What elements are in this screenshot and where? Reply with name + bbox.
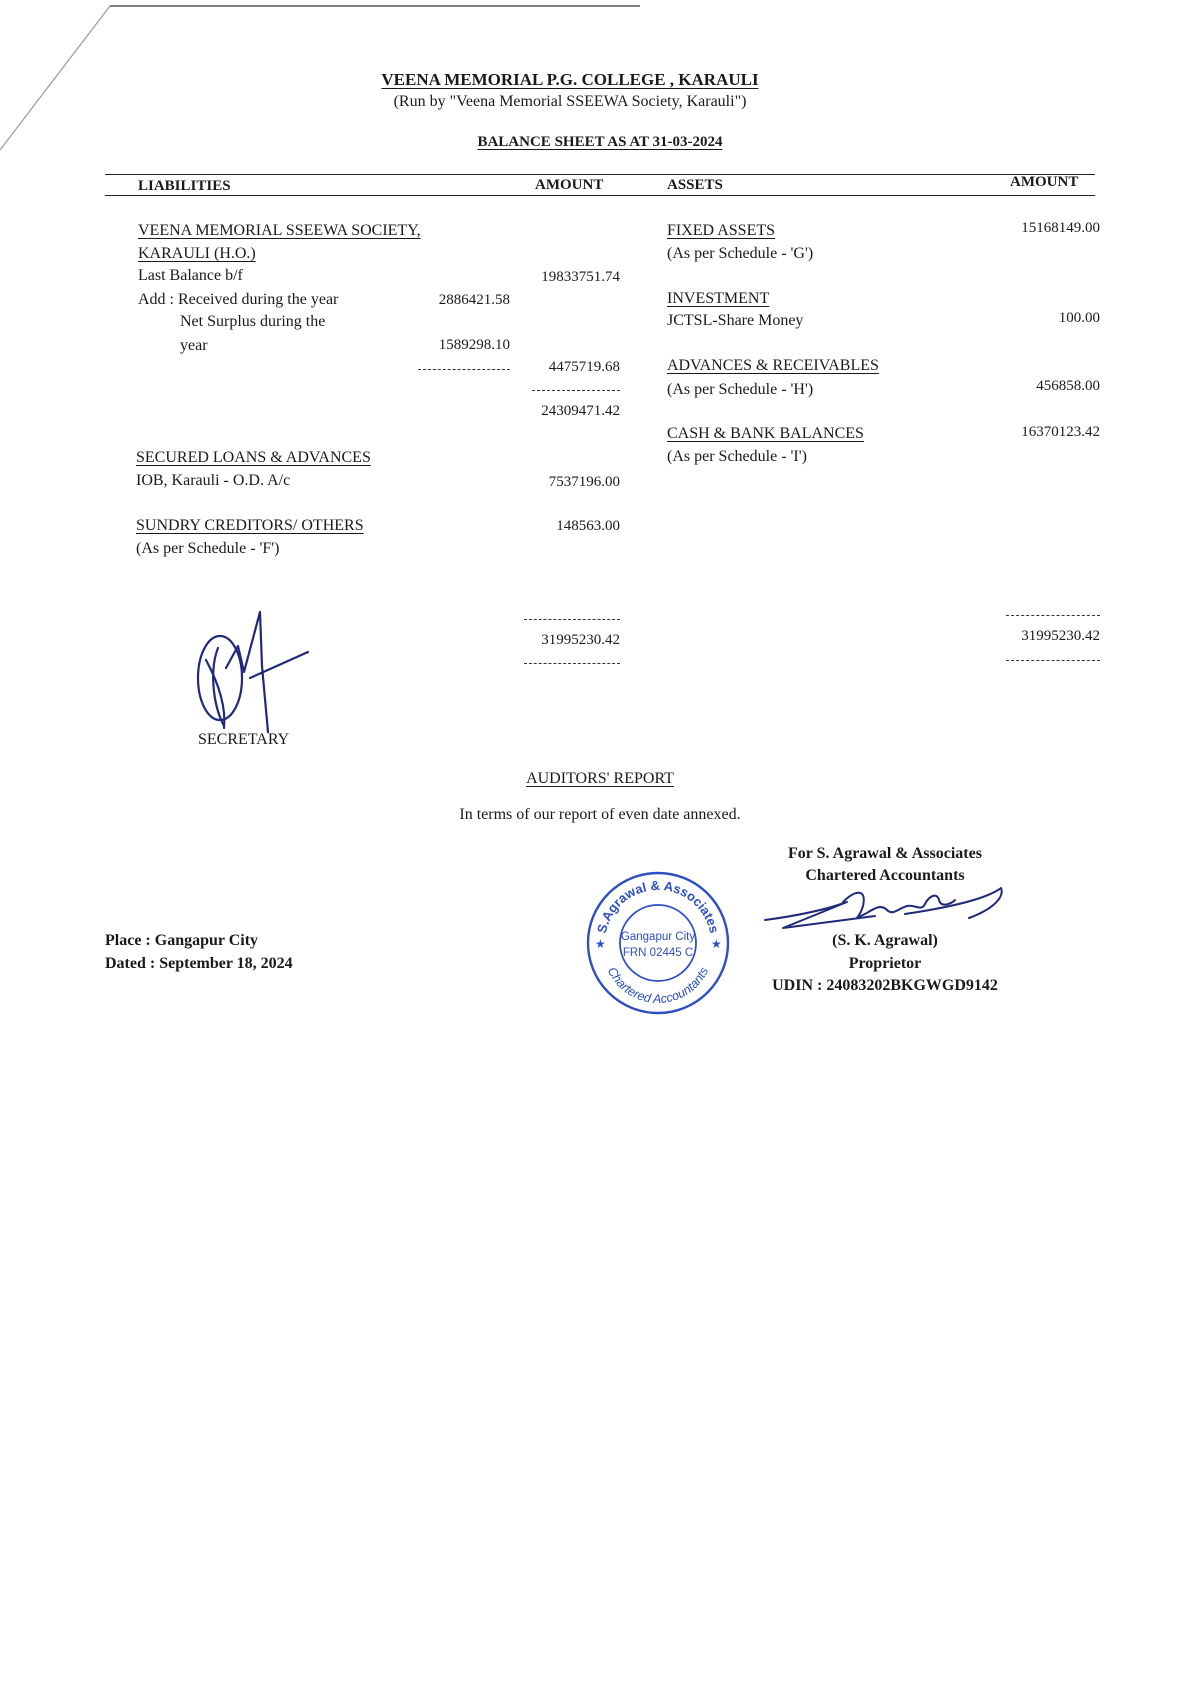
fixed-assets-amount: 15168149.00 xyxy=(1021,220,1100,236)
surplus-amount: 1589298.10 xyxy=(438,337,510,353)
advances-title: ADVANCES & RECEIVABLES xyxy=(667,357,879,374)
cash-bank-title: CASH & BANK BALANCES xyxy=(667,425,864,442)
society-dash-rule xyxy=(532,390,620,391)
last-balance-amount: 19833751.74 xyxy=(541,269,620,285)
stamp-bottom-text: Chartered Accountants xyxy=(604,964,712,1007)
college-name: VEENA MEMORIAL P.G. COLLEGE , KARAULI xyxy=(381,70,759,89)
dated-line: Dated : September 18, 2024 xyxy=(105,955,293,972)
grand-total-right-bottom-rule xyxy=(1006,660,1100,661)
firm-name: For S. Agrawal & Associates xyxy=(788,845,982,862)
auditors-statement: In terms of our report of even date annexed. xyxy=(459,806,741,823)
fixed-assets-schedule: (As per Schedule - 'G') xyxy=(667,245,814,262)
fixed-assets-title: FIXED ASSETS xyxy=(667,222,776,239)
stamp-center-line2: FRN 02445 C xyxy=(622,947,694,959)
society-name-line2: KARAULI (H.O.) xyxy=(138,245,256,262)
stamp-top-text: S.Agrawal & Associates xyxy=(594,877,722,935)
grand-total-left-bottom-rule xyxy=(524,663,620,664)
secretary-label: SECRETARY xyxy=(198,731,290,748)
auditor-signature xyxy=(755,880,1015,940)
advances-amount: 456858.00 xyxy=(1036,378,1100,394)
page-fold-mark xyxy=(0,0,120,160)
investment-title: INVESTMENT xyxy=(667,290,770,307)
grand-total-right: 31995230.42 xyxy=(1021,628,1100,644)
col-amount-left: AMOUNT xyxy=(535,177,604,193)
auditors-report-title: AUDITORS' REPORT xyxy=(526,770,674,787)
secretary-signature xyxy=(190,608,330,738)
place-line: Place : Gangapur City xyxy=(105,932,259,949)
sundry-creditors-schedule: (As per Schedule - 'F') xyxy=(136,540,280,557)
stamp-star-right: ★ xyxy=(711,937,722,951)
secured-loans-label: IOB, Karauli - O.D. A/c xyxy=(136,472,291,489)
header-bottom-rule xyxy=(105,195,1095,196)
last-balance-label: Last Balance b/f xyxy=(138,267,243,284)
stamp-star-left: ★ xyxy=(595,937,606,951)
firm-type: Chartered Accountants xyxy=(805,867,965,884)
received-amount: 2886421.58 xyxy=(438,292,510,308)
stamp-center-line1: Gangapur City xyxy=(620,931,696,943)
society-name-line1: VEENA MEMORIAL SSEEWA SOCIETY, xyxy=(138,222,421,239)
secured-loans-title: SECURED LOANS & ADVANCES xyxy=(136,449,371,466)
auditor-stamp xyxy=(583,868,733,1018)
advances-schedule: (As per Schedule - 'H') xyxy=(667,381,814,398)
col-liabilities: LIABILITIES xyxy=(138,178,231,194)
grand-total-left: 31995230.42 xyxy=(541,632,620,648)
society-total: 24309471.42 xyxy=(541,403,620,419)
investment-amount: 100.00 xyxy=(1058,310,1100,326)
sundry-creditors-amount: 148563.00 xyxy=(556,518,620,534)
auditor-designation: Proprietor xyxy=(848,955,922,972)
auditor-udin: UDIN : 24083202BKGWGD9142 xyxy=(772,977,998,994)
header-top-rule xyxy=(105,174,1095,175)
cash-bank-schedule: (As per Schedule - 'I') xyxy=(667,448,807,465)
received-label: Add : Received during the year xyxy=(138,291,339,308)
auditor-name: (S. K. Agrawal) xyxy=(832,932,938,949)
col-assets: ASSETS xyxy=(667,177,723,193)
surplus-label-2: year xyxy=(180,337,208,354)
investment-label: JCTSL-Share Money xyxy=(667,312,804,329)
surplus-label-1: Net Surplus during the xyxy=(180,313,326,330)
balance-sheet-title: BALANCE SHEET AS AT 31-03-2024 xyxy=(477,134,723,150)
col-amount-right: AMOUNT xyxy=(1010,174,1079,190)
additions-total: 4475719.68 xyxy=(548,359,620,375)
sundry-creditors-title: SUNDRY CREDITORS/ OTHERS xyxy=(136,517,364,534)
grand-total-left-top-rule xyxy=(524,619,620,620)
secured-loans-amount: 7537196.00 xyxy=(548,474,620,490)
cash-bank-amount: 16370123.42 xyxy=(1021,424,1100,440)
grand-total-right-top-rule xyxy=(1006,615,1100,616)
run-by-line: (Run by "Veena Memorial SSEEWA Society, Karauli") xyxy=(393,93,747,110)
